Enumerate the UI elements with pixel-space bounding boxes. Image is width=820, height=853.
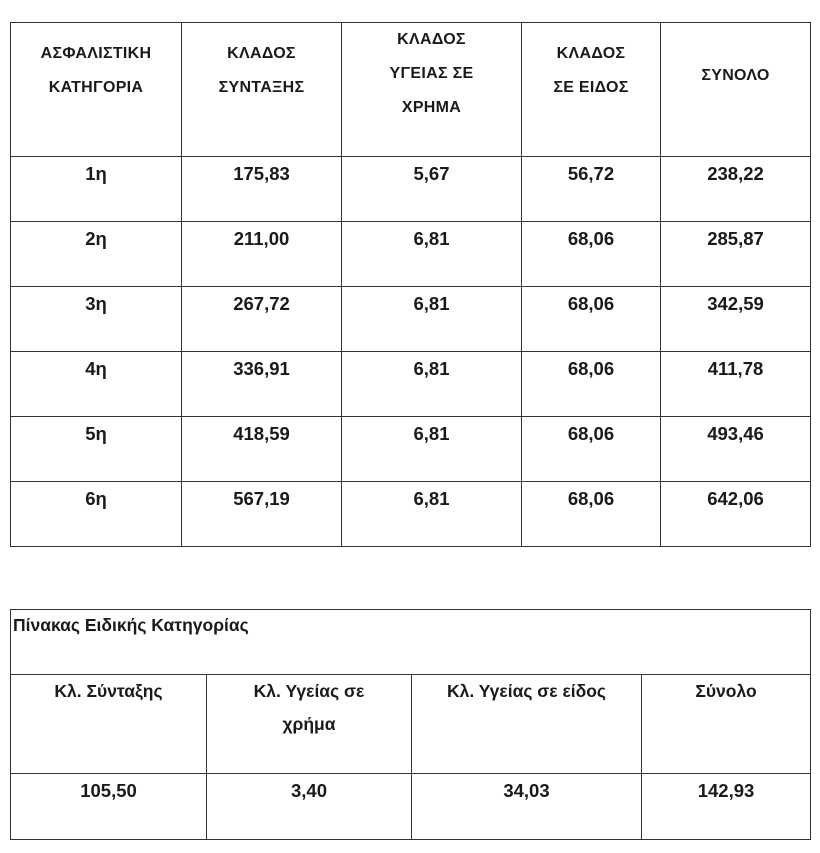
pension-cell: 105,50	[11, 774, 207, 840]
header-insurance-category	[11, 23, 182, 157]
pension-cell: 267,72	[182, 287, 342, 352]
special-category-table	[10, 609, 811, 840]
kind-cell: 56,72	[522, 157, 661, 222]
health-kind-cell: 34,03	[412, 774, 642, 840]
header-label: ΣΥΝΟΛΟ	[701, 67, 770, 84]
kind-cell: 68,06	[522, 222, 661, 287]
table-row	[11, 352, 811, 417]
table-row	[11, 417, 811, 482]
category-cell: 1η	[11, 157, 182, 222]
table-row	[11, 774, 811, 840]
header-health-cash	[207, 675, 412, 774]
kind-cell: 68,06	[522, 417, 661, 482]
health-cash-cell: 6,81	[342, 352, 522, 417]
health-cash-cell: 3,40	[207, 774, 412, 840]
header-total	[642, 675, 811, 774]
pension-cell: 211,00	[182, 222, 342, 287]
total-cell: 493,46	[661, 417, 811, 482]
header-label: Κλ. Υγείας σε είδος	[446, 681, 607, 701]
header-label: ΚΛΑΔΟΣ ΥΓΕΙΑΣ ΣΕ ΧΡΗΜΑ	[389, 31, 474, 116]
special-table-title-row	[11, 610, 811, 675]
header-label: Σύνολο	[695, 681, 757, 701]
table-row	[11, 482, 811, 547]
header-health-cash-branch	[342, 23, 522, 157]
table-row	[11, 287, 811, 352]
total-cell: 642,06	[661, 482, 811, 547]
category-cell: 4η	[11, 352, 182, 417]
total-cell: 411,78	[661, 352, 811, 417]
pension-cell: 567,19	[182, 482, 342, 547]
table-header-row	[11, 23, 811, 157]
header-pension	[11, 675, 207, 774]
category-cell: 3η	[11, 287, 182, 352]
table-row	[11, 157, 811, 222]
total-cell: 238,22	[661, 157, 811, 222]
header-label: ΚΛΑΔΟΣ ΣΥΝΤΑΞΗΣ	[218, 45, 305, 96]
category-cell: 5η	[11, 417, 182, 482]
pension-cell: 175,83	[182, 157, 342, 222]
total-cell: 285,87	[661, 222, 811, 287]
table-row	[11, 222, 811, 287]
total-cell: 142,93	[642, 774, 811, 840]
kind-cell: 68,06	[522, 287, 661, 352]
category-cell: 2η	[11, 222, 182, 287]
pension-cell: 336,91	[182, 352, 342, 417]
health-cash-cell: 6,81	[342, 222, 522, 287]
header-total	[661, 23, 811, 157]
kind-cell: 68,06	[522, 352, 661, 417]
pension-cell: 418,59	[182, 417, 342, 482]
special-table-title: Πίνακας Ειδικής Κατηγορίας	[11, 610, 811, 675]
health-cash-cell: 5,67	[342, 157, 522, 222]
header-label: ΚΛΑΔΟΣ ΣΕ ΕΙΔΟΣ	[553, 45, 629, 96]
header-label: ΑΣΦΑΛΙΣΤΙΚΗ ΚΑΤΗΓΟΡΙΑ	[40, 45, 152, 96]
special-table-header-row	[11, 675, 811, 774]
category-cell: 6η	[11, 482, 182, 547]
health-cash-cell: 6,81	[342, 417, 522, 482]
insurance-categories-table	[10, 22, 811, 547]
health-cash-cell: 6,81	[342, 482, 522, 547]
header-label: Κλ. Σύνταξης	[54, 681, 163, 701]
total-cell: 342,59	[661, 287, 811, 352]
health-cash-cell: 6,81	[342, 287, 522, 352]
header-label: Κλ. Υγείας σε χρήμα	[253, 681, 365, 734]
header-kind-branch	[522, 23, 661, 157]
header-health-kind	[412, 675, 642, 774]
kind-cell: 68,06	[522, 482, 661, 547]
header-pension-branch	[182, 23, 342, 157]
